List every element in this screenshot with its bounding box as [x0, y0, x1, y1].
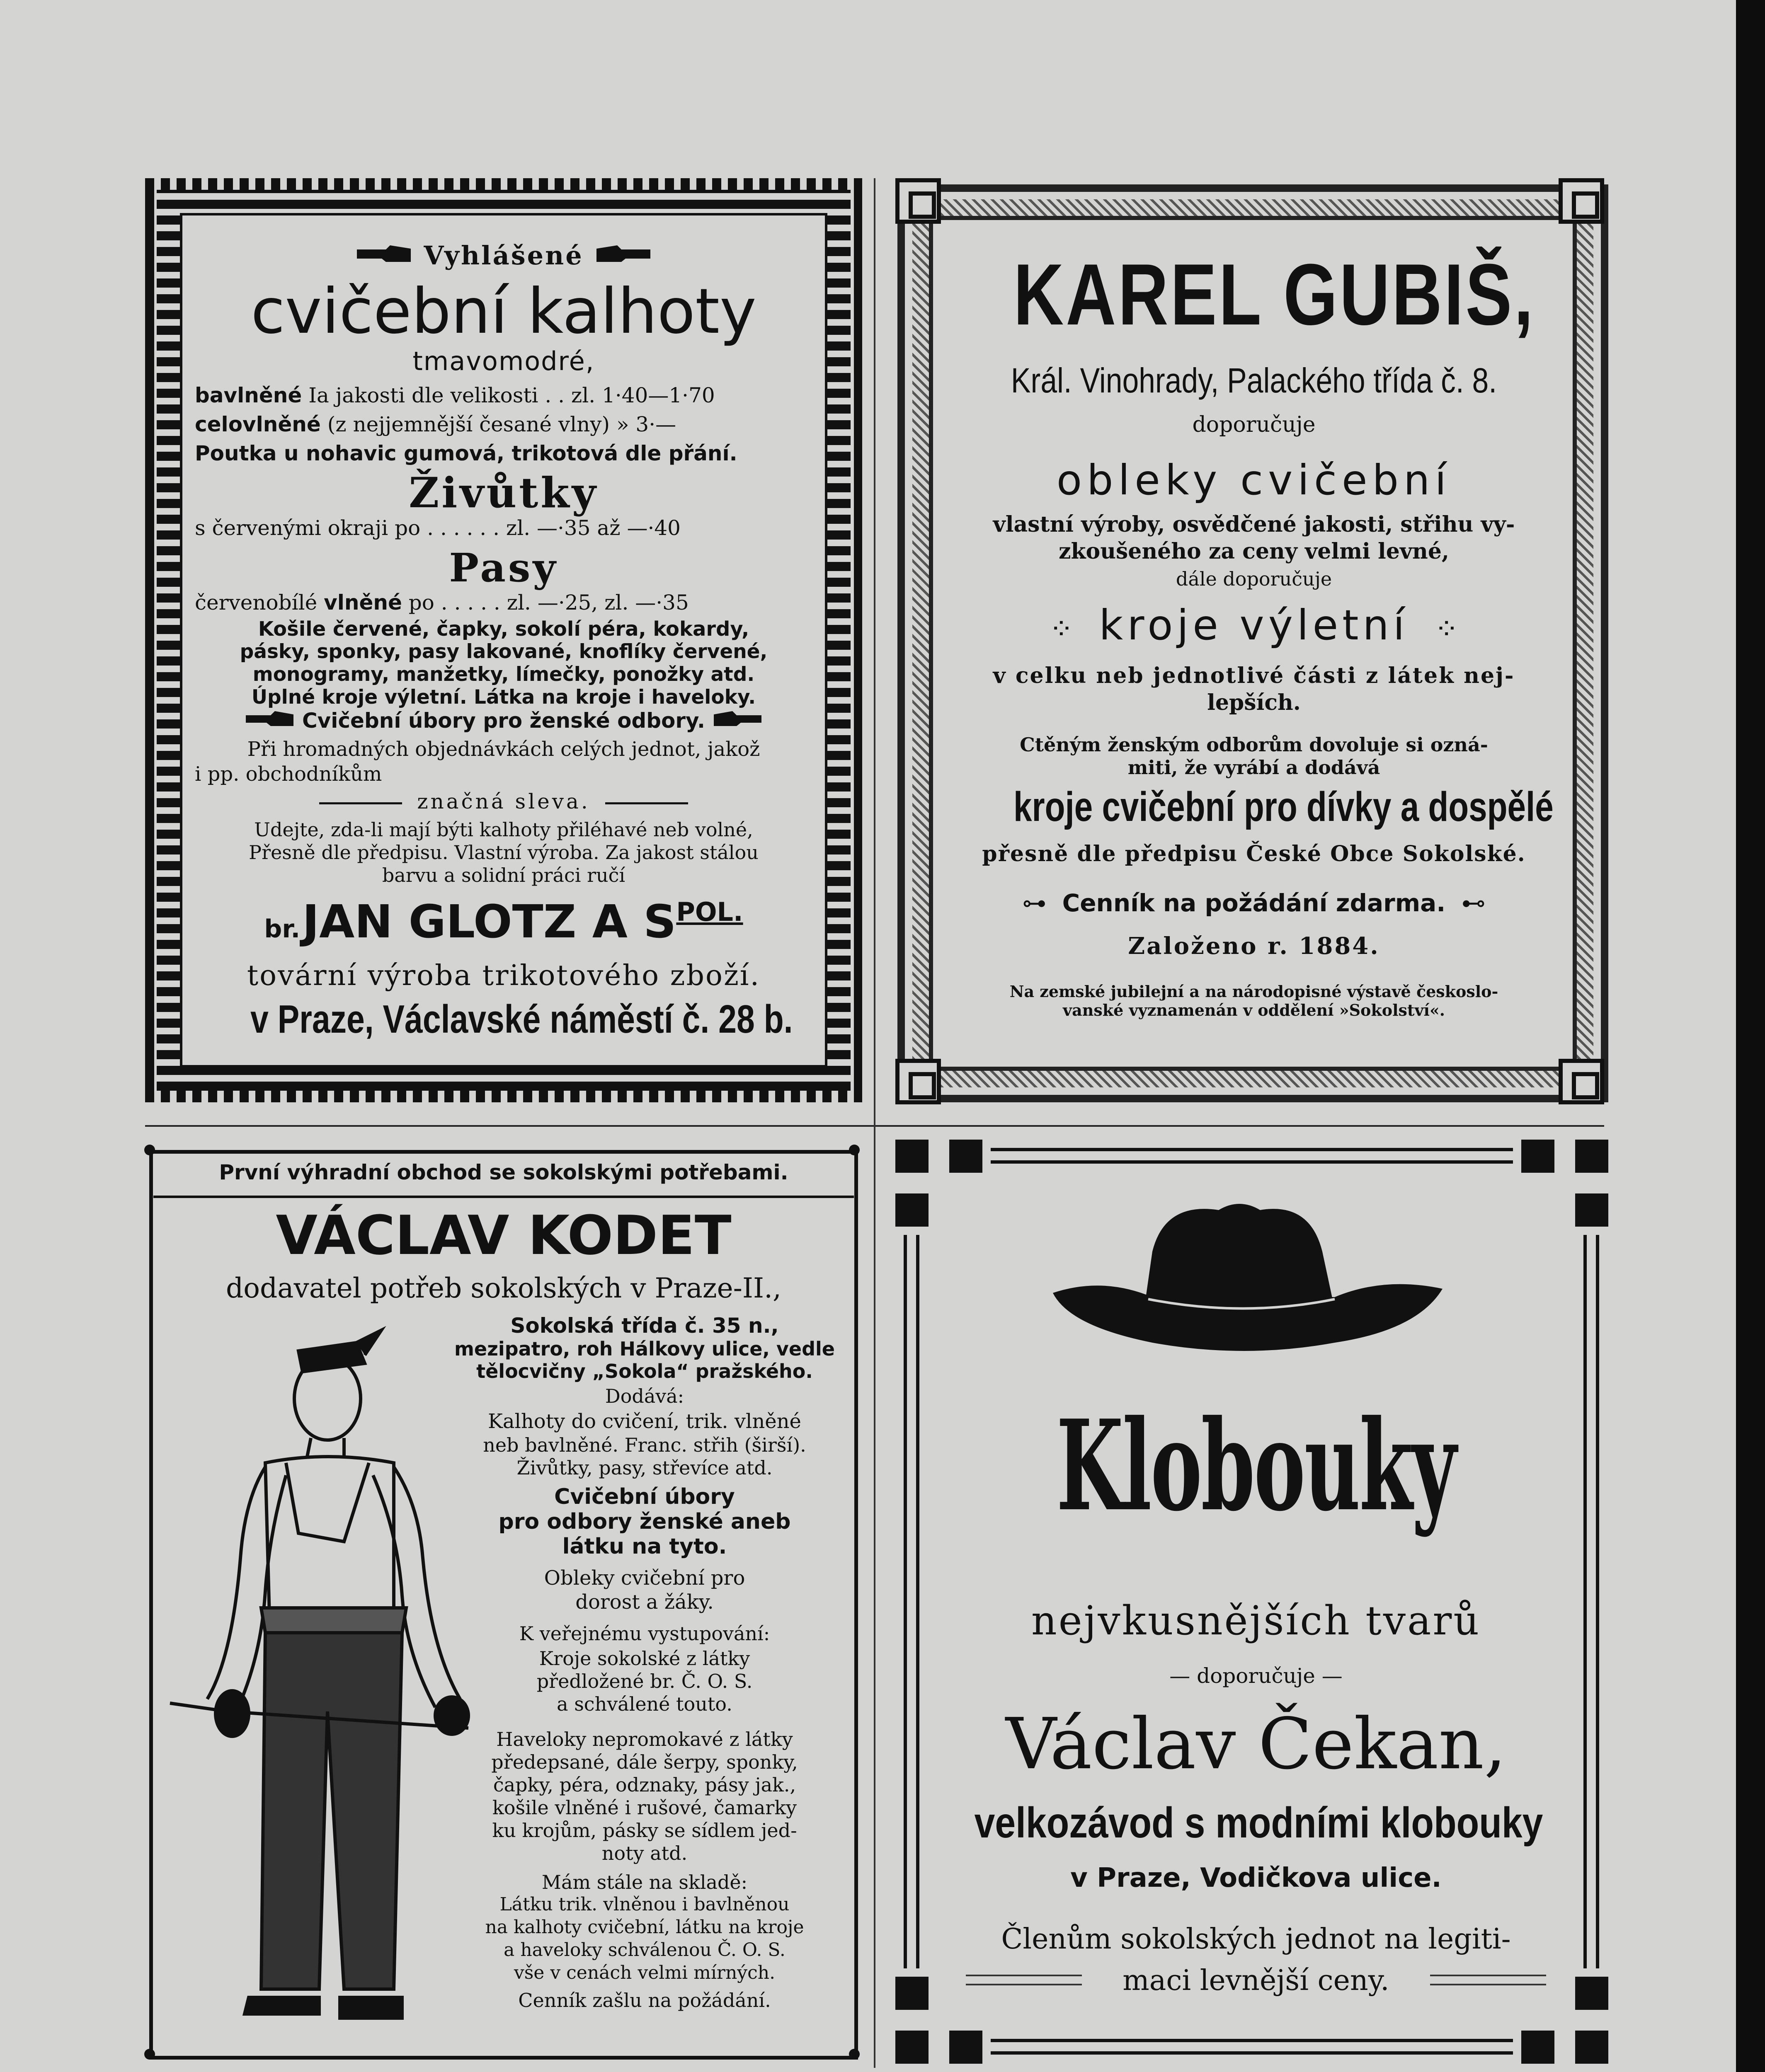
- cekan-members: maci levnější ceny.: [1123, 1964, 1389, 1997]
- kodet-line: na kalhoty cvičební, látku na kroje: [485, 1917, 804, 1938]
- cekan-members: Členům sokolských jednot na legiti-: [1001, 1923, 1511, 1956]
- pointing-hand-icon: [592, 242, 650, 272]
- kodet-line: Haveloky nepromokavé z látky: [496, 1728, 793, 1750]
- kodet-line: pro odbory ženské aneb: [498, 1509, 791, 1534]
- kodet-line: Cvičební úbory: [554, 1484, 735, 1509]
- frame-rule: [991, 2051, 1513, 2055]
- kodet-line: Sokolská třída č. 35 n.,: [510, 1314, 779, 1338]
- kodet-line: a schválené touto.: [557, 1693, 732, 1715]
- glotz-para: Udejte, zda-li mají býti kalhoty přiléhavé neb volné,: [254, 818, 753, 841]
- frame-dot: [849, 2049, 860, 2060]
- frame-square: [1575, 2031, 1608, 2064]
- ornament-icon: ⊶: [1022, 889, 1047, 917]
- frame-rule: [991, 1148, 1513, 1151]
- glotz-title: cvičební kalhoty: [251, 276, 756, 348]
- hat-illustration: [1045, 1193, 1451, 1384]
- glotz-para: monogramy, manžetky, límečky, ponožky atd.: [252, 663, 755, 686]
- frame-square: [1575, 1140, 1608, 1173]
- glotz-line: červenobílé vlněné po . . . . . zl. —·25, zl. —·35: [195, 591, 689, 615]
- glotz-heading: Živůtky: [409, 468, 599, 517]
- cekan-address: v Praze, Vodičkova ulice.: [1070, 1863, 1442, 1893]
- kodet-top-line: První výhradní obchod se sokolskými potřebami.: [219, 1160, 788, 1184]
- ornament-icon: ⁘: [1434, 612, 1459, 646]
- kodet-line: látku na tyto.: [562, 1534, 727, 1559]
- frame-square: [1521, 1140, 1554, 1173]
- glotz-address: v Praze, Václavské náměstí č. 28 b.: [250, 997, 793, 1041]
- gubis-name: KAREL GUBIŠ,: [1013, 246, 1535, 343]
- kodet-line: Cenník zašlu na požádání.: [518, 1989, 771, 2011]
- gubis-heading: obleky cvičební: [1056, 456, 1452, 504]
- pointing-hand-icon: [357, 242, 415, 272]
- kodet-line: Kalhoty do cvičení, trik. vlněné: [488, 1410, 801, 1433]
- frame-square: [1575, 1193, 1608, 1227]
- gubis-text: vlastní výroby, osvědčené jakosti, střihu vy-: [993, 512, 1515, 537]
- kodet-line: K veřejnému vystupování:: [519, 1622, 770, 1645]
- glotz-para: Košile červené, čapky, sokolí péra, kokardy,: [258, 617, 749, 641]
- glotz-para: i pp. obchodníkům: [195, 762, 382, 786]
- glotz-line: Poutka u nohavic gumová, trikotová dle přání.: [195, 441, 737, 465]
- kodet-line: a haveloky schválenou Č. O. S.: [504, 1939, 786, 1961]
- kodet-line: Živůtky, pasy, střevíce atd.: [516, 1457, 773, 1479]
- kodet-sub: dodavatel potřeb sokolských v Praze-II.,: [225, 1272, 782, 1304]
- cekan-firm: velkozávod s modními klobouky: [974, 1799, 1543, 1847]
- frame-corner: [1559, 178, 1604, 224]
- gubis-text: dále doporučuje: [1176, 568, 1332, 590]
- glotz-para: barvu a solidní práci ručí: [382, 864, 626, 886]
- kodet-rule: [153, 1196, 854, 1198]
- cekan-title: Klobouky: [1056, 1392, 1456, 1539]
- gubis-address: Král. Vinohrady, Palackého třída č. 8.: [1011, 361, 1497, 400]
- frame-square: [1521, 2031, 1554, 2064]
- pointing-hand-icon: [246, 710, 296, 734]
- gubis-text: zkoušeného za ceny velmi levné,: [1058, 539, 1450, 564]
- kodet-line: předložené br. Č. O. S.: [536, 1670, 753, 1692]
- frame-rule: [991, 2039, 1513, 2042]
- glotz-line: celovlněné (z nejjemnější česané vlny) » 3·—: [195, 412, 676, 436]
- ornament-icon: ⁘: [1049, 612, 1074, 646]
- gubis-heading-row: ⁘ kroje výletní ⁘: [1049, 601, 1459, 649]
- gubis-pricelist: ⊶ Cenník na požádání zdarma. ⊷: [1022, 889, 1486, 917]
- cekan-sub: nejvkusnějších tvarů: [1031, 1598, 1481, 1644]
- frame-rule: [1596, 1235, 1599, 1968]
- frame-rule: [904, 1235, 907, 1968]
- kodet-line: Dodává:: [605, 1385, 684, 1407]
- frame-dot: [144, 2049, 155, 2060]
- frame-square: [895, 1977, 929, 2010]
- glotz-para: Úplné kroje výletní. Látka na kroje i haveloky.: [251, 686, 756, 709]
- gubis-text: v celku neb jednotlivé části z látek nej-: [993, 663, 1515, 688]
- glotz-para: pásky, sponky, pasy lakované, knoflíky červené,: [240, 640, 768, 663]
- frame-dot: [849, 1145, 860, 1155]
- kodet-line: vše v cenách velmi mírných.: [514, 1962, 776, 1983]
- kodet-line: mezipatro, roh Hálkovy ulice, vedle: [454, 1338, 835, 1360]
- kodet-line: košile vlněné i rušové, čamarky: [492, 1796, 797, 1819]
- gubis-rec: doporučuje: [1192, 412, 1316, 437]
- glotz-line: s červenými okraji po . . . . . . zl. —·35 až —·40: [195, 516, 681, 540]
- kodet-line: Látku trik. vlněnou i bavlněnou: [499, 1894, 790, 1915]
- kodet-line: ku krojům, pásky se sídlem jed-: [492, 1819, 797, 1842]
- glotz-para: Cvičební úbory pro ženské odbory.: [195, 709, 812, 734]
- ornament-icon: ⊷: [1461, 889, 1486, 917]
- glotz-sleva: značná sleva.: [195, 789, 812, 813]
- gubis-text: miti, že vyrábí a dodává: [1127, 756, 1380, 779]
- gubis-text: Na zemské jubilejní a na národopisné výstavě českoslo-: [1009, 982, 1498, 1001]
- frame-corner: [895, 178, 941, 224]
- glotz-header: Vyhlášené: [424, 240, 584, 271]
- cekan-rec: — doporučuje —: [1169, 1664, 1343, 1688]
- glotz-para: Při hromadných objednávkách celých jednot, jakož: [247, 738, 760, 761]
- column-divider: [874, 178, 875, 2068]
- frame-square: [895, 1193, 929, 1227]
- frame-corner: [1559, 1059, 1604, 1104]
- frame-square: [949, 1140, 982, 1173]
- gubis-text: vanské vyznamenán v oddělení »Sokolství«.: [1063, 1001, 1445, 1019]
- gubis-text: Ctěným ženským odborům dovoluje si ozná-: [1020, 733, 1488, 756]
- frame-corner: [895, 1059, 941, 1104]
- glotz-factory: tovární výroba trikotového zboží.: [247, 959, 761, 992]
- glotz-firm: br. JAN GLOTZ A SPOL.: [264, 895, 743, 948]
- kodet-line: Obleky cvičební pro: [544, 1566, 745, 1590]
- glotz-sub: tmavomodré,: [412, 346, 595, 376]
- kodet-line: čapky, péra, odznaky, pásy jak.,: [493, 1774, 796, 1796]
- scan-edge: [1736, 0, 1765, 2072]
- frame-square: [895, 1140, 929, 1173]
- frame-rule: [916, 1235, 919, 1968]
- glotz-para: Přesně dle předpisu. Vlastní výroba. Za jakost stálou: [249, 841, 759, 864]
- kodet-line: dorost a žáky.: [575, 1590, 714, 1614]
- pointing-hand-icon: [712, 710, 761, 734]
- kodet-line: předepsané, dále šerpy, sponky,: [491, 1751, 798, 1773]
- gubis-heading: kroje cvičební pro dívky a dospělé: [1013, 784, 1554, 830]
- frame-rule: [1583, 1235, 1587, 1968]
- kodet-line: noty atd.: [601, 1842, 688, 1864]
- gubis-founded: Založeno r. 1884.: [1128, 932, 1380, 960]
- kodet-name: VÁCLAV KODET: [276, 1204, 732, 1267]
- ad-glotz: [195, 224, 812, 1061]
- kodet-line: Mám stále na skladě:: [541, 1871, 748, 1893]
- kodet-line: Kroje sokolské z látky: [539, 1647, 750, 1670]
- glotz-heading: Pasy: [449, 545, 558, 591]
- ad-gubis: [953, 236, 1554, 1044]
- kodet-line: neb bavlněné. Franc. střih (širší).: [483, 1434, 806, 1456]
- frame-rule: [991, 1160, 1513, 1164]
- kodet-line: tělocvičny „Sokola“ pražského.: [476, 1360, 813, 1382]
- gubis-text: přesně dle předpisu České Obce Sokolské.: [982, 841, 1526, 867]
- glotz-line: bavlněné Ia jakosti dle velikosti . . zl. 1·40—1·70: [195, 383, 715, 407]
- gubis-text: lepších.: [1207, 690, 1301, 715]
- cekan-name: Václav Čekan,: [1005, 1703, 1507, 1785]
- frame-square: [949, 2031, 982, 2064]
- frame-dot: [144, 1145, 155, 1155]
- frame-square: [895, 2031, 929, 2064]
